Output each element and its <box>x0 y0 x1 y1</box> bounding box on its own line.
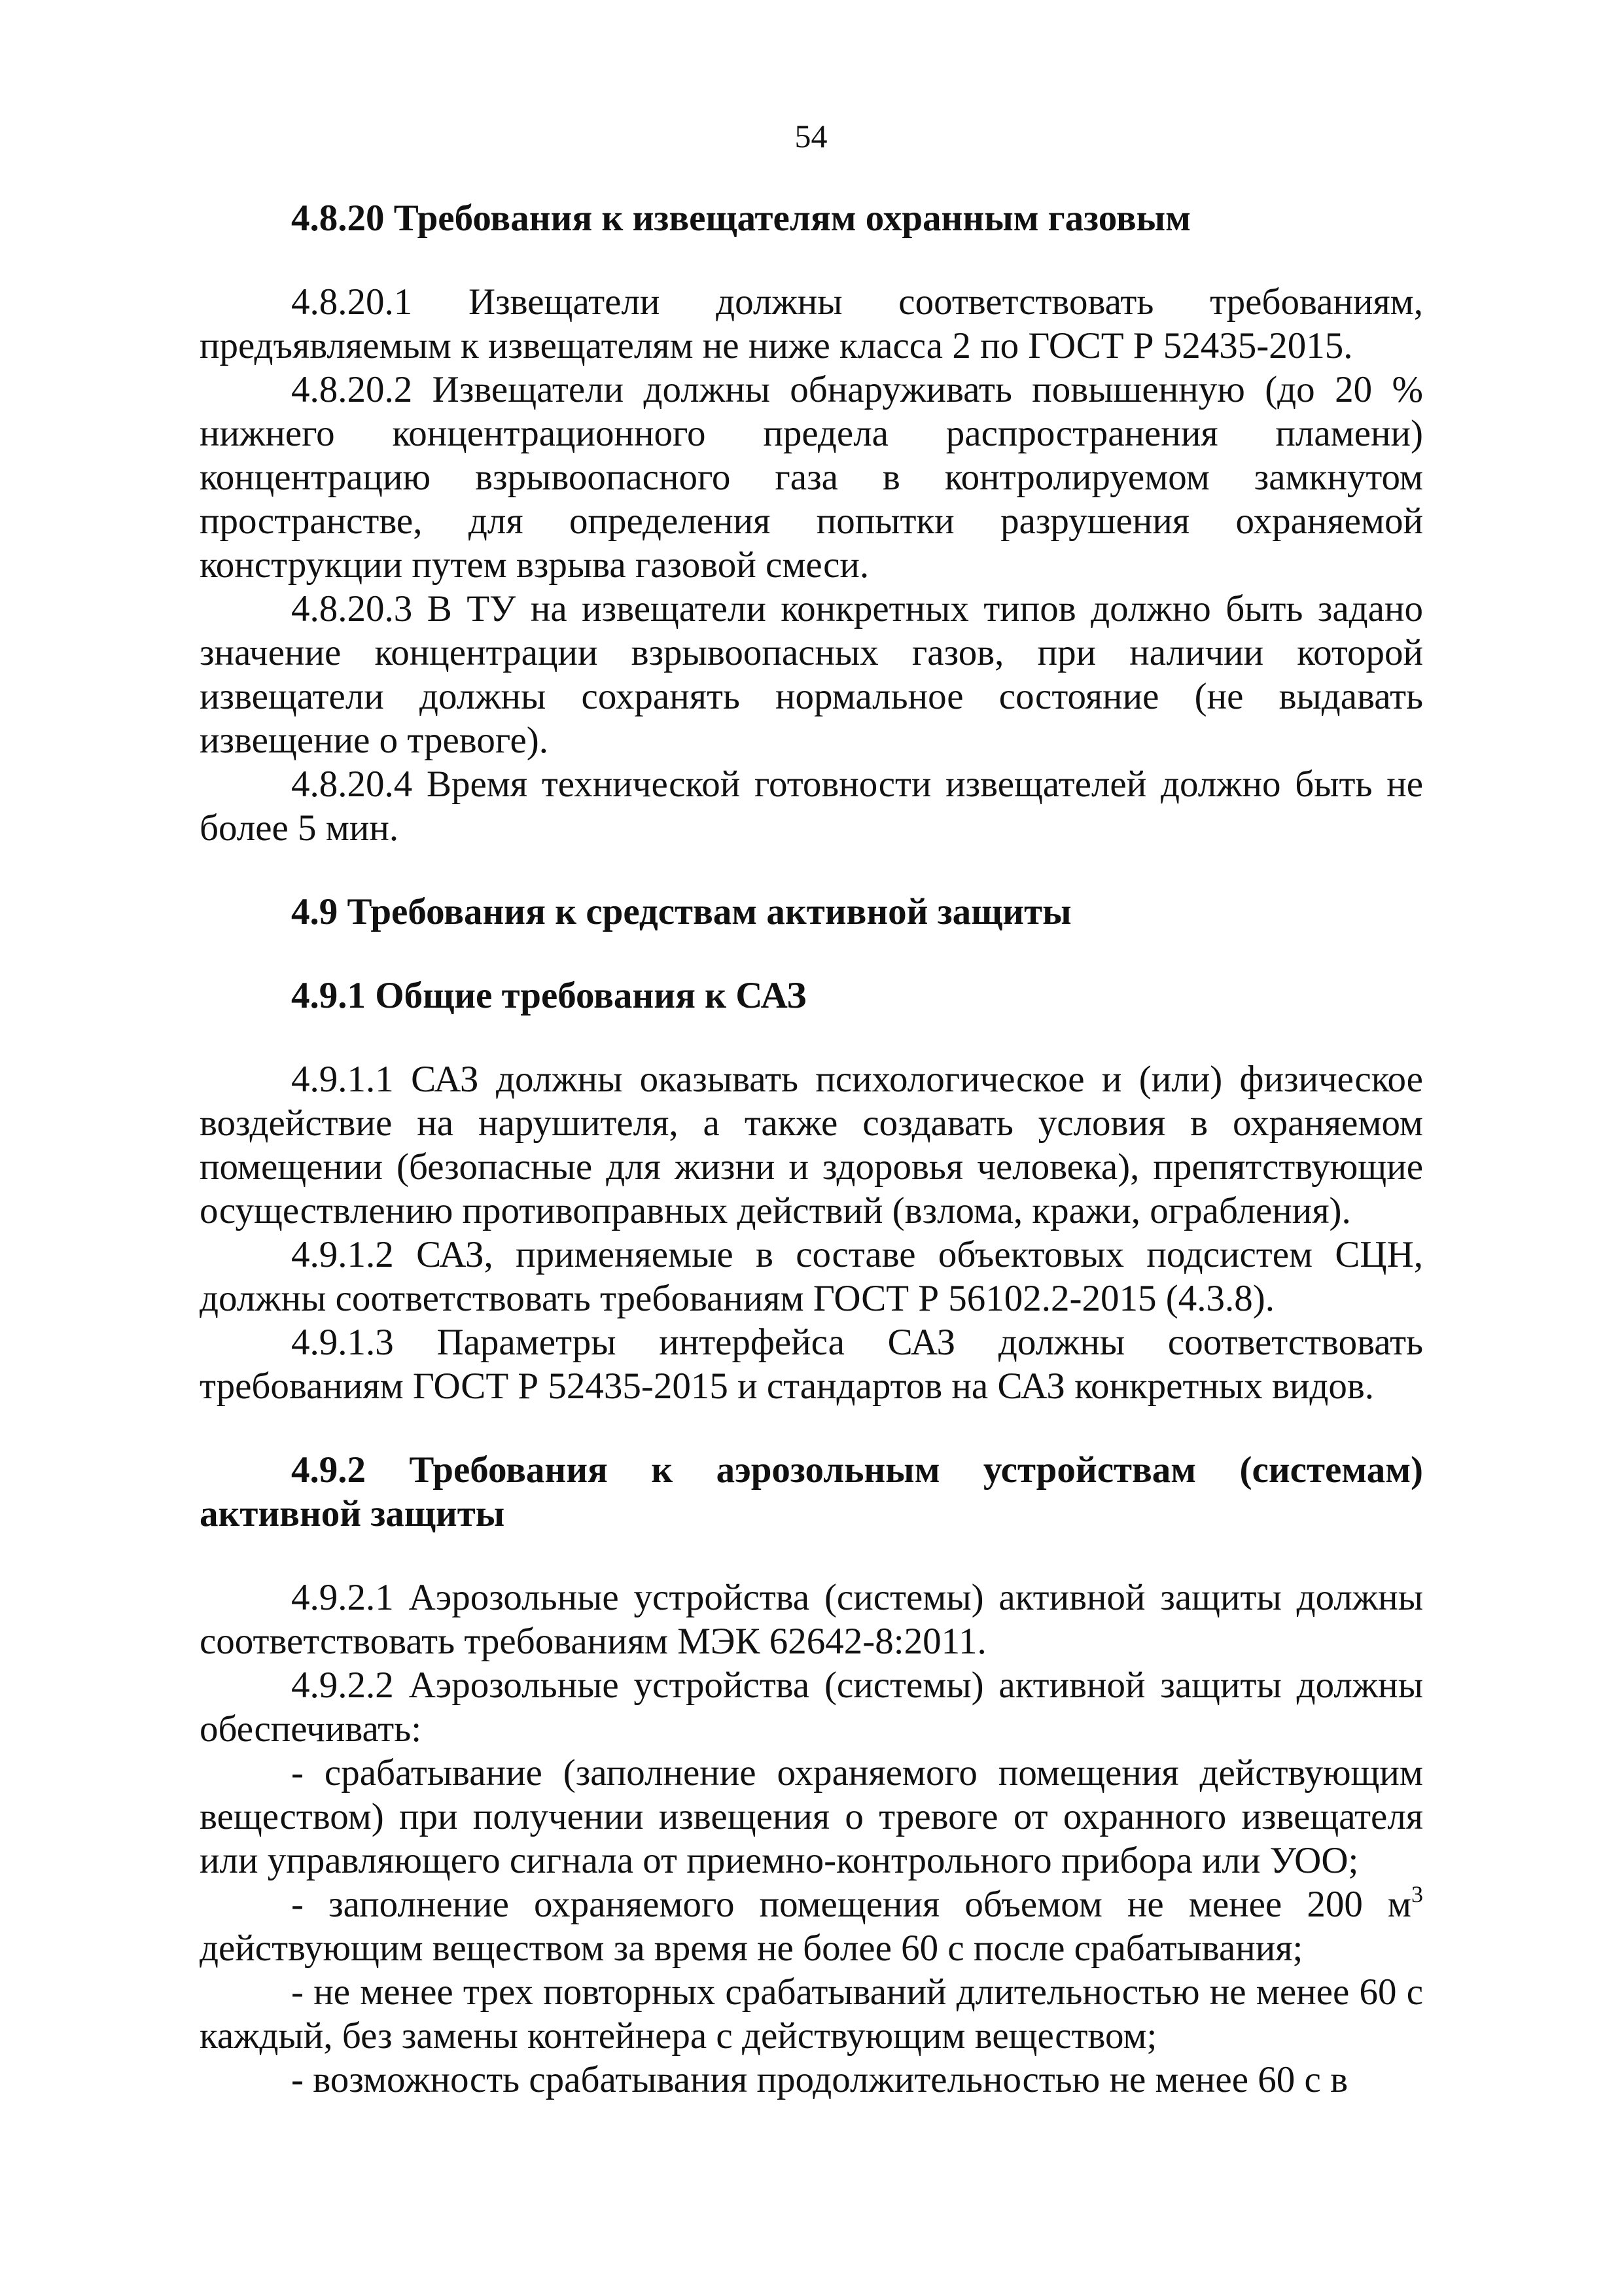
list-item-filling-volume-start: - заполнение охраняемого помещения объемом не менее 200 м <box>291 1884 1411 1925</box>
paragraph-4-8-20-3: 4.8.20.3 В ТУ на извещатели конкретных типов должно быть задано значение концентрации взрывоопасных газов, при наличии которой извещатели должны сохранять нормальное состояние (не выдавать извещение о тревоге). <box>200 588 1423 761</box>
list-item-repeated-activations: - не менее трех повторных срабатываний длительностью не менее 60 с каждый, без замены контейнера с действующим веществом; <box>200 1971 1423 2057</box>
list-item-activation-duration: - возможность срабатывания продолжительностью не менее 60 с в <box>291 2059 1348 2100</box>
document-body <box>200 196 1423 2102</box>
paragraph-4-9-1-2: 4.9.1.2 САЗ, применяемые в составе объектовых подсистем СЦН, должны соответствовать требованиям ГОСТ Р 56102.2-2015 (4.3.8). <box>200 1234 1423 1319</box>
cubic-superscript: 3 <box>1411 1881 1423 1907</box>
list-item-activation: - срабатывание (заполнение охраняемого помещения действующим веществом) при получении извещения о тревоге от охранного извещателя или управляющего сигнала от приемно-контрольного прибора или УОО; <box>200 1752 1423 1881</box>
paragraph-4-9-1-3: 4.9.1.3 Параметры интерфейса САЗ должны соответствовать требованиям ГОСТ Р 52435-2015 и стандартов на САЗ конкретных видов. <box>200 1322 1423 1407</box>
paragraph-4-8-20-2: 4.8.20.2 Извещатели должны обнаруживать повышенную (до 20 % нижнего концентрационного предела распространения пламени) концентрацию взрывоопасного газа в контролируемом замкнутом пространстве, для определения попытки разрушения охраняемой конструкции путем взрыва газовой смеси. <box>200 369 1423 586</box>
paragraph-4-9-2-1: 4.9.2.1 Аэрозольные устройства (системы) активной защиты должны соответствовать требованиям МЭК 62642-8:2011. <box>200 1577 1423 1662</box>
paragraph-4-8-20-1: 4.8.20.1 Извещатели должны соответствовать требованиям, предъявляемым к извещателям не ниже класса 2 по ГОСТ Р 52435-2015. <box>200 281 1423 366</box>
page-number: 54 <box>794 118 828 154</box>
list-item-filling-volume-end: действующим веществом за время не более 60 с после срабатывания; <box>200 1928 1303 1969</box>
paragraph-4-9-2-2: 4.9.2.2 Аэрозольные устройства (системы) активной защиты должны обеспечивать: <box>200 1665 1423 1750</box>
heading-4-8-20: 4.8.20 Требования к извещателям охранным газовым <box>291 198 1191 239</box>
list-item-filling-volume <box>200 1882 1423 1970</box>
heading-4-9-1: 4.9.1 Общие требования к САЗ <box>291 975 807 1016</box>
heading-4-9: 4.9 Требования к средствам активной защиты <box>291 891 1072 932</box>
paragraph-4-8-20-4: 4.8.20.4 Время технической готовности извещателей должно быть не более 5 мин. <box>200 764 1423 849</box>
paragraph-4-9-1-1: 4.9.1.1 САЗ должны оказывать психологическое и (или) физическое воздействие на нарушителя, а также создавать условия в охраняемом помещении (безопасные для жизни и здоровья человека), препятствующие осуществлению противоправных действий (взлома, кражи, ограбления). <box>200 1059 1423 1231</box>
heading-4-9-2: 4.9.2 Требования к аэрозольным устройствам (системам) активной защиты <box>200 1449 1423 1534</box>
